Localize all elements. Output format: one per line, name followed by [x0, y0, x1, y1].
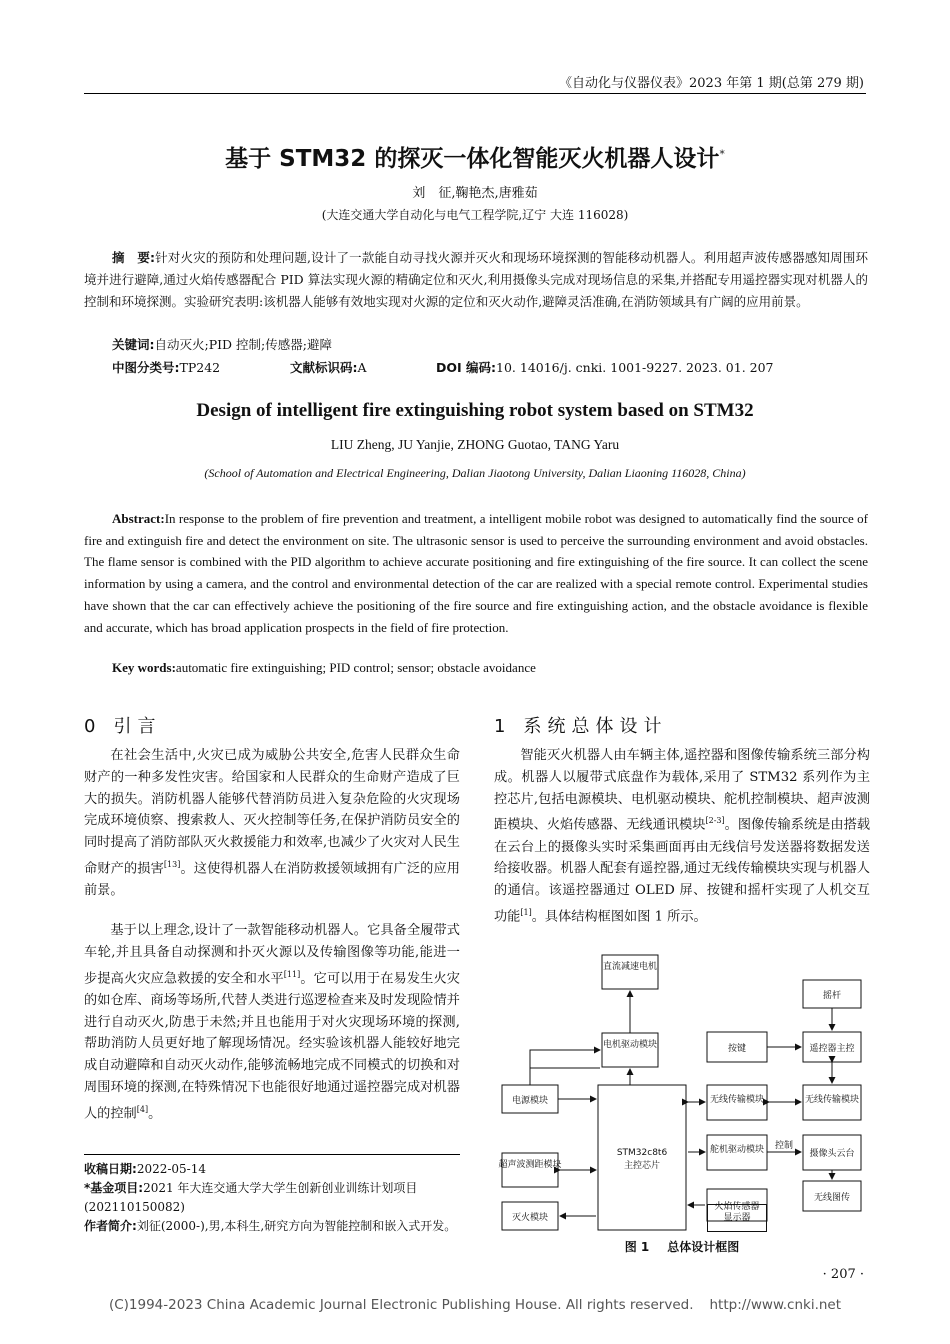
title-text: 基于 STM32 的探灭一体化智能灭火机器人设计: [225, 146, 720, 172]
doc-label: 文献标识码:: [290, 360, 358, 375]
section-1-num: 1: [494, 716, 506, 737]
section-0-title: 引言: [113, 716, 162, 737]
para-text: 。这使得机器人在消防救援领域拥有广泛的应用前景。: [84, 861, 460, 899]
keywords-cn-label: 关键词:: [112, 337, 155, 352]
fund-text: 2021 年大连交通大学大学生创新创业训练计划项目(202110150082): [84, 1181, 418, 1214]
block-display: 显示器: [707, 1204, 767, 1232]
citation: [13]: [163, 859, 181, 869]
section-1-para-1: [494, 745, 870, 928]
page-number: · 207 ·: [822, 1267, 864, 1282]
label-ultrasonic: 超声波测距模块: [498, 1160, 562, 1170]
paper-title-en: Design of intelligent fire extinguishing robot system based on STM32: [196, 400, 754, 421]
block-motor-drive: [602, 1033, 658, 1067]
label-mcu-1: STM32c8t6: [616, 1148, 668, 1158]
para-text: 。: [148, 1106, 162, 1122]
clc-value: TP242: [179, 360, 221, 375]
copyright-footer: [0, 1297, 950, 1313]
para-text: 。它可以用于在易发生火灾的如仓库、商场等场所,代替人类进行巡逻检查来及时发现险情并进行自动灭火,防患于未然;并且也能用于对火灾现场环境的探测,帮助消防人员更好地了解现场情况。经实验该机器人能较好地完成自动避障和自动灭火动作,能够流畅地完成不同模式的切换和对周围环境的探测,在特殊情况下也能很好地通过遥控器完成对机器人的控制: [84, 970, 460, 1122]
journal-header: 《自动化与仪器仪表》2023 年第 1 期(总第 279 期): [559, 76, 864, 91]
label-gimbal: 摄像头云台: [809, 1149, 855, 1159]
label-motor: 直流减速电机: [602, 962, 658, 972]
section-1-title: 系统总体设计: [523, 716, 668, 737]
label-motor-drive: 电机驱动模块: [602, 1040, 658, 1050]
section-0-para-1: [84, 745, 460, 902]
label-wireless-1: 无线传输模块: [709, 1095, 765, 1105]
keywords-en-label: Key words:: [112, 660, 176, 675]
figure-caption-text: 总体设计框图: [667, 1240, 740, 1254]
author-text: 刘征(2000-),男,本科生,研究方向为智能控制和嵌入式开发。: [136, 1219, 457, 1233]
footnote-rule: [84, 1154, 460, 1155]
author-label: 作者简介:: [84, 1219, 137, 1233]
affiliation-cn: (大连交通大学自动化与电气工程学院,辽宁 大连 116028): [321, 208, 629, 222]
footnote-fund: [84, 1179, 460, 1217]
para-text: 基于以上理念,设计了一款智能移动机器人。它具备全履带式车轮,并且具备自动探测和扑灭火源以及传输图像等功能,能进一步提高火灾应急救援的安全和水平: [84, 923, 460, 986]
section-0-para-2: [84, 920, 460, 1125]
fund-label: *基金项目:: [84, 1181, 144, 1195]
title-fund-mark: *: [719, 147, 725, 161]
block-motor: [602, 955, 658, 989]
paper-title: [0, 140, 950, 173]
abstract-en-text: In response to the problem of fire prevention and treatment, a intelligent mobile robot was designed to automatically find the source of fire and extinguish fire and detect the environment on site. The ultrasonic sensor is used to perceive the surrounding environment and avoid obstacles. The flame sensor is combined with the PID algorithm to achieve accurate positioning and fire extinguishing of the fire source. It can collect the scene information by using a camera, and the control and environmental detection of the car are realized with a special remote control. Experimental studies have shown that the car can effectively achieve the positioning of the fire source and fire extinguishing action, and the obstacle avoidance is flexible and accurate, which has broad application prospects in the field of fire protection.: [84, 511, 868, 635]
abstract-en-label: Abstract:: [112, 511, 165, 526]
doc-code: [290, 358, 367, 376]
abstract-en: [84, 508, 868, 638]
figure-caption-num: 图 1: [624, 1240, 650, 1254]
citation: [2-3]: [705, 816, 725, 826]
clc: [112, 358, 220, 376]
para-text: 。图像传输系统是由搭载在云台上的摄像头实时采集画面再由无线信号发送器将数据发送给接收器。机器人配套有遥控器,通过无线传输模块实现与机器人的通信。该遥控器通过 OLED 屏、按键和摇杆实现了人机交互功能: [494, 817, 871, 925]
abstract-cn-label: 摘 要:: [112, 250, 155, 265]
footnote-author: [84, 1217, 460, 1236]
para-text: 智能灭火机器人由车辆主体,遥控器和图像传输系统三部分构成。机器人以履带式底盘作为载体,采用了 STM32 系列作为主控芯片,包括电源模块、电机驱动模块、舵机控制模块、超声波测距模块、火焰传感器、无线通讯模块: [494, 748, 870, 833]
citation: [4]: [136, 1104, 149, 1114]
section-1-heading: [494, 712, 667, 738]
label-mcu-2: 主控芯片: [623, 1161, 661, 1171]
label-control: 控制: [774, 1141, 794, 1151]
label-image-tx: 无线图传: [813, 1193, 851, 1203]
affiliation-en: (School of Automation and Electrical Engineering, Dalian Jiaotong University, Dalian Liaoning 116028, China): [204, 466, 746, 480]
copyright-text: (C)1994-2023 China Academic Journal Electronic Publishing House. All rights reserved.: [108, 1297, 694, 1313]
received-date: 2022-05-14: [136, 1162, 206, 1176]
doc-value: A: [357, 360, 367, 375]
keywords-en-text: automatic fire extinguishing; PID control; sensor; obstacle avoidance: [175, 660, 536, 675]
para-text: 。具体结构框图如图 1 所示。: [531, 909, 707, 925]
block-ultrasonic: [502, 1153, 558, 1187]
citation: [11]: [283, 969, 301, 979]
footnote-received: [84, 1160, 460, 1179]
abstract-cn: [84, 247, 868, 313]
authors-en: LIU Zheng, JU Yanjie, ZHONG Guotao, TANG Yaru: [330, 437, 620, 452]
section-0-num: 0: [84, 716, 96, 737]
para-text: 在社会生活中,火灾已成为威胁公共安全,危害人民群众生命财产的一种多发性灾害。给国家和人民群众的生命财产造成了巨大的损失。消防机器人能够代替消防员进入复杂危险的火灾现场完成环境侦察、搜索救人、灭火控制等任务,在保护消防员安全的同时提高了消防部队灭火救援能力和效率,也减少了火灾对人民生命财产的损害: [84, 748, 460, 877]
label-remote-mcu: 遥控器主控: [809, 1044, 855, 1054]
label-flame: 火焰传感器: [714, 1202, 760, 1212]
label-joystick: 摇杆: [822, 991, 842, 1001]
label-extinguish: 灭火模块: [511, 1213, 549, 1223]
header-rule: [84, 93, 866, 94]
label-power: 电源模块: [511, 1096, 549, 1106]
label-servo-drive: 舵机驱动模块: [709, 1145, 765, 1155]
received-label: 收稿日期:: [84, 1162, 137, 1176]
doi: [436, 358, 774, 376]
section-0-heading: [84, 712, 161, 738]
clc-label: 中图分类号:: [112, 360, 180, 375]
cnki-link[interactable]: http://www.cnki.net: [709, 1297, 842, 1313]
authors-cn: 刘 征,鞠艳杰,唐雅茹: [412, 186, 538, 201]
figure-1-caption: [494, 1238, 870, 1255]
figure-1-block-diagram: [494, 945, 870, 1235]
doi-value: 10. 14016/j. cnki. 1001-9227. 2023. 01. 207: [496, 360, 774, 375]
doi-label: DOI 编码:: [436, 360, 497, 375]
keywords-cn: [112, 335, 332, 353]
label-wireless-2: 无线传输模块: [804, 1095, 860, 1105]
citation: [1]: [520, 907, 532, 917]
keywords-cn-text: 自动灭火;PID 控制;传感器;避障: [154, 337, 332, 352]
abstract-cn-text: 针对火灾的预防和处理问题,设计了一款能自动寻找火源并灭火和现场环境探测的智能移动机器人。利用超声波传感器感知周围环境并进行避障,通过火焰传感器配合 PID 算法实现火源的精确定位和灭火,利用摄像头完成对现场信息的采集,并搭配专用遥控器实现对机器人的控制和环境探测。实验研究表明:该机器人能够有效地实现对火源的定位和灭火动作,避障灵活准确,在消防领域具有广阔的应用前景。: [84, 250, 869, 309]
label-button: 按键: [727, 1044, 747, 1054]
keywords-en: [112, 660, 536, 676]
